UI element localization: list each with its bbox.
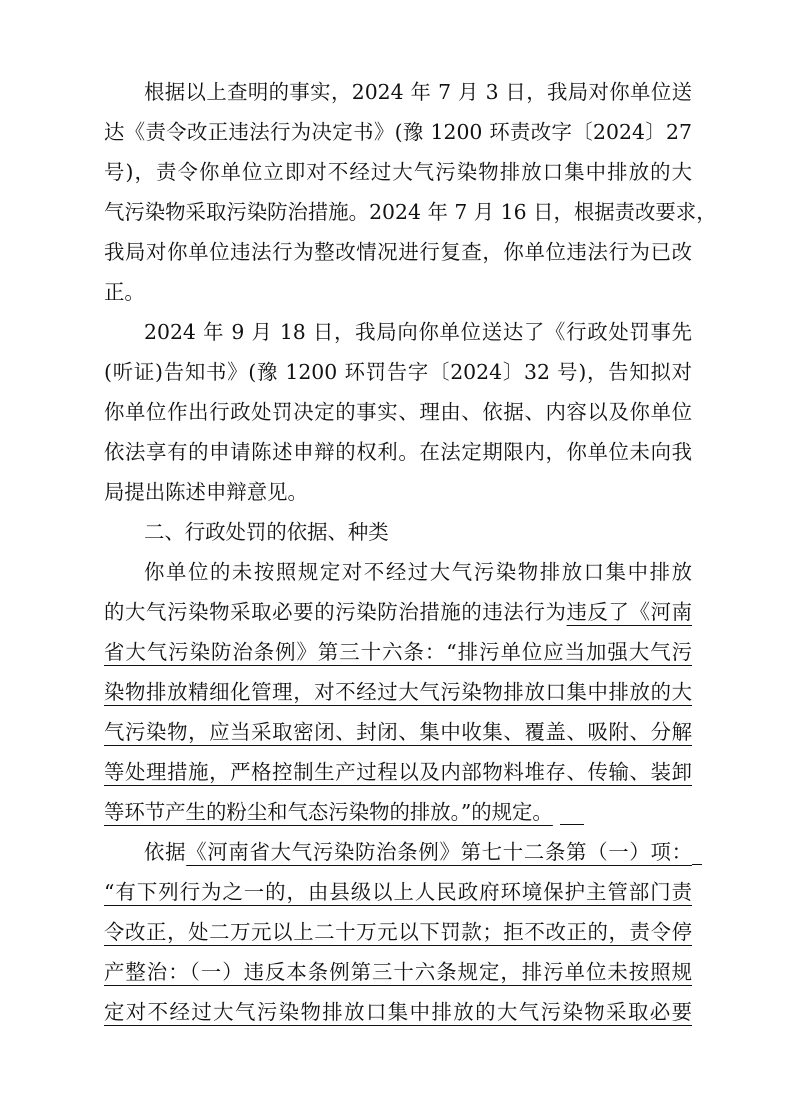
paragraph-1-line-3: 号)，责令你单位立即对不经过大气污染物排放口集中排放的大 — [104, 160, 692, 184]
paragraph-1-line-2: 达《责令改正违法行为决定书》(豫 1200 环责改字〔2024〕27 — [104, 120, 692, 144]
section-heading: 二、行政处罚的依据、种类 — [144, 520, 389, 544]
paragraph-3-quote-line-3: 气污染物，应当采取密闭、封闭、集中收集、覆盖、吸附、分解 — [104, 720, 692, 744]
paragraph-4-line-4 — [104, 952, 692, 992]
paragraph-3-quote-line-2: 染物排放精细化管理，对不经过大气污染物排放口集中排放的大 — [104, 680, 692, 704]
paragraph-3-line-7 — [104, 792, 692, 832]
paragraph-2-line-2: (听证)告知书》(豫 1200 环罚告字〔2024〕32 号)，告知拟对 — [104, 360, 692, 384]
paragraph-3-line-2 — [104, 592, 692, 632]
paragraph-4-line-1-plain: 依据 — [144, 840, 187, 864]
paragraph-4-line-2 — [104, 872, 692, 912]
paragraph-3-line-3 — [104, 632, 692, 672]
paragraph-3-line-5 — [104, 712, 692, 752]
paragraph-3-quote-line-1: 省大气污染防治条例》第三十六条：“排污单位应当加强大气污 — [104, 640, 692, 664]
paragraph-3-quote-line-4: 等处理措施，严格控制生产过程以及内部物料堆存、传输、装卸 — [104, 760, 692, 784]
paragraph-1-line-5: 我局对你单位违法行为整改情况进行复查，你单位违法行为已改 — [104, 240, 692, 264]
paragraph-3-line-4 — [104, 672, 692, 712]
paragraph-2-line-5: 局提出陈述申辩意见。 — [104, 480, 308, 504]
paragraph-4-line-3 — [104, 912, 692, 952]
paragraph-3-line-2-underlined: 违反了《河南 — [566, 600, 693, 624]
underline-extension-right — [692, 864, 702, 865]
paragraph-2-line-4: 依法享有的申请陈述申辩的权利。在法定期限内，你单位未向我 — [104, 440, 692, 464]
paragraph-4-quote-line-2: 令改正，处二万元以上二十万元以下罚款；拒不改正的，责令停 — [104, 920, 692, 944]
paragraph-3-line-1: 你单位的未按照规定对不经过大气污染物排放口集中排放 — [144, 560, 692, 584]
paragraph-4-quote-line-3: 产整治：（一）违反本条例第三十六条规定，排污单位未按照规 — [104, 960, 692, 984]
paragraph-4-quote-line-1: “有下列行为之一的，由县级以上人民政府环境保护主管部门责 — [104, 880, 692, 904]
underline-extension — [560, 824, 584, 825]
paragraph-3-line-2-plain: 的大气污染物采取必要的污染防治措施的违法行为 — [104, 600, 567, 624]
paragraph-4-quote-line-4: 定对不经过大气污染物排放口集中排放的大气污染物采取必要 — [104, 1000, 692, 1024]
paragraph-4-line-1-underlined: 《河南省大气污染防治条例》第七十二条第（一）项： — [186, 840, 693, 864]
paragraph-2-line-3: 你单位作出行政处罚决定的事实、理由、依据、内容以及你单位 — [104, 400, 692, 424]
paragraph-3-line-6 — [104, 752, 692, 792]
paragraph-1-line-1: 根据以上查明的事实，2024 年 7 月 3 日，我局对你单位送 — [144, 80, 692, 104]
paragraph-1-line-4: 气污染物采取污染防治措施。2024 年 7 月 16 日，根据责改要求， — [104, 200, 717, 224]
paragraph-2-line-1: 2024 年 9 月 18 日，我局向你单位送达了《行政处罚事先 — [144, 320, 692, 344]
paragraph-1-line-6: 正。 — [104, 280, 145, 304]
paragraph-4-line-5 — [104, 992, 692, 1032]
paragraph-3-quote-line-5: 等环节产生的粉尘和气态污染物的排放。”的规定。 — [104, 800, 553, 824]
paragraph-4-line-1 — [144, 832, 692, 872]
